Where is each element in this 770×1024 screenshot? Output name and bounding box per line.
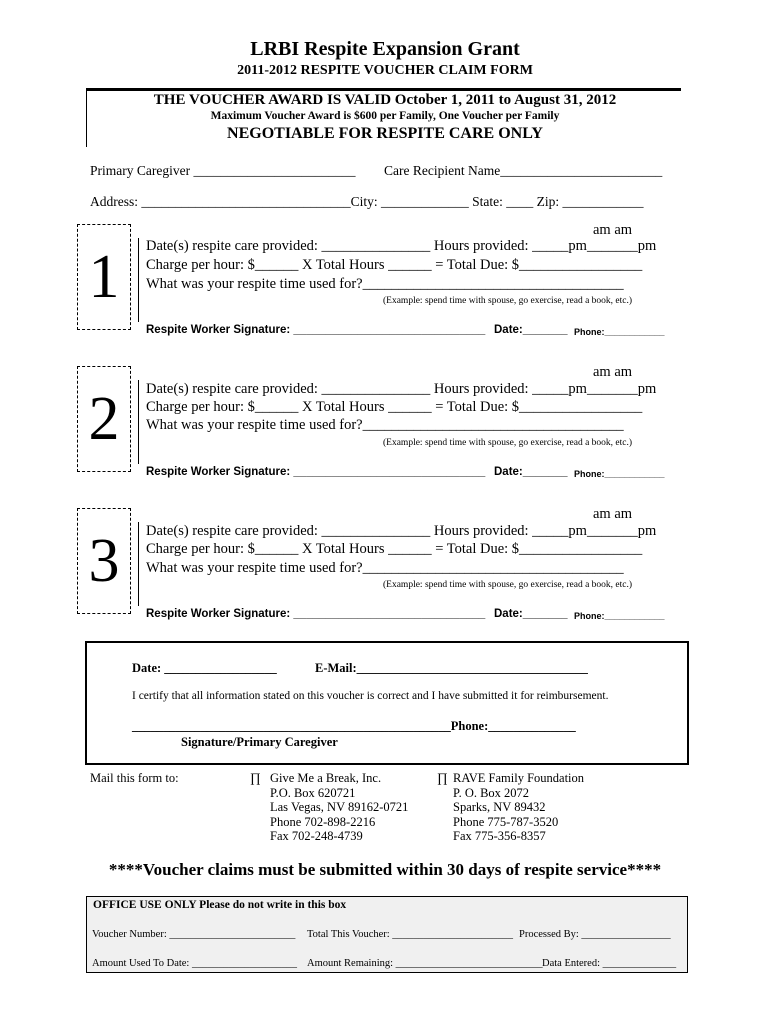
cert-signature-field[interactable]: ___________________________________________________Phone:______________ — [132, 719, 576, 733]
example-hint: (Example: spend time with spouse, go exercise, read a book, etc.) — [383, 580, 633, 590]
mail-line: RAVE Family Foundation — [453, 771, 585, 785]
respite-use-field[interactable]: What was your respite time used for?____________________________________ — [146, 560, 624, 576]
cert-date-field[interactable]: Date: __________________ — [132, 661, 277, 675]
submission-deadline-notice: ****Voucher claims must be submitted within 30 days of respite service**** — [108, 860, 662, 879]
worker-signature-field[interactable]: Respite Worker Signature: ______________________________ — [146, 608, 486, 620]
mail-line: Fax 775-356-8357 — [453, 829, 546, 843]
am-label-row: am am — [593, 506, 633, 522]
example-hint: (Example: spend time with spouse, go exercise, read a book, etc.) — [383, 438, 633, 448]
form-title: LRBI Respite Expansion Grant — [250, 38, 520, 60]
mail-option-rave-family — [453, 771, 584, 844]
charge-per-hour-field[interactable]: Charge per hour: $______ X Total Hours ______ = Total Due: $_________________ — [146, 257, 643, 273]
mail-line: Las Vegas, NV 89162-0721 — [270, 800, 409, 814]
entry-number-3: 3 — [77, 508, 131, 614]
amount-used-field[interactable]: Amount Used To Date: ____________________ — [92, 958, 297, 969]
mail-line: Give Me a Break, Inc. — [270, 771, 382, 785]
care-recipient-field[interactable]: Care Recipient Name________________________ — [384, 163, 663, 178]
dates-provided-field[interactable]: Date(s) respite care provided: _______________ Hours provided: _____pm_______pm — [146, 381, 657, 397]
mail-line: P. O. Box 2072 — [453, 785, 530, 800]
mail-line: Phone 702-898-2216 — [270, 814, 376, 829]
cert-statement: I certify that all information stated on this voucher is correct and I have submitted it for reimbursement. — [132, 690, 609, 702]
worker-phone-field[interactable] — [574, 610, 665, 622]
phone-label: Phone:____________ — [574, 327, 665, 337]
mail-line: Phone 775-787-3520 — [453, 814, 559, 829]
charge-per-hour-field[interactable]: Charge per hour: $______ X Total Hours ______ = Total Due: $_________________ — [146, 541, 643, 557]
entry-number-1: 1 — [77, 224, 131, 330]
award-valid-dates: THE VOUCHER AWARD IS VALID October 1, 2011 to August 31, 2012 — [153, 92, 617, 108]
cert-email-field[interactable]: E-Mail:_____________________________________ — [315, 661, 588, 675]
am-label-row: am am — [593, 364, 633, 380]
mail-option-give-me-a-break — [270, 771, 408, 844]
voucher-number-field[interactable]: Voucher Number: ________________________ — [92, 929, 296, 940]
award-negotiable: NEGOTIABLE FOR RESPITE CARE ONLY — [227, 125, 543, 142]
data-entered-field[interactable]: Data Entered: ______________ — [542, 958, 677, 969]
processed-by-field[interactable]: Processed By: _________________ — [519, 929, 671, 940]
office-heading: OFFICE USE ONLY Please do not write in this box — [93, 899, 347, 911]
charge-per-hour-field[interactable]: Charge per hour: $______ X Total Hours ______ = Total Due: $_________________ — [146, 399, 643, 415]
award-maximum: Maximum Voucher Award is $600 per Family, One Voucher per Family — [210, 110, 560, 122]
cert-signature-label: Signature/Primary Caregiver — [181, 735, 338, 749]
dates-provided-field[interactable]: Date(s) respite care provided: _______________ Hours provided: _____pm_______pm — [146, 238, 657, 254]
entry-number-2: 2 — [77, 366, 131, 472]
respite-use-field[interactable]: What was your respite time used for?____________________________________ — [146, 276, 624, 292]
mail-line: P.O. Box 620721 — [270, 785, 356, 800]
certification-box — [85, 641, 689, 765]
am-label-row: am am — [593, 222, 633, 238]
address-field[interactable]: Address: _______________________________City: _____________ State: ____ Zip: ____________ — [90, 194, 644, 209]
form-subtitle: 2011-2012 RESPITE VOUCHER CLAIM FORM — [237, 63, 533, 78]
mail-line: Fax 702-248-4739 — [270, 829, 363, 843]
worker-signature-field[interactable]: Respite Worker Signature: ______________________________ — [146, 324, 486, 336]
worker-phone-field[interactable] — [574, 468, 665, 480]
worker-phone-field[interactable] — [574, 326, 665, 338]
entry-divider — [138, 238, 139, 322]
mail-label: Mail this form to: — [90, 771, 179, 785]
phone-label: Phone:____________ — [574, 469, 665, 479]
primary-caregiver-field[interactable]: Primary Caregiver ________________________ — [90, 163, 356, 178]
example-hint: (Example: spend time with spouse, go exercise, read a book, etc.) — [383, 296, 633, 306]
checkbox-rave-family[interactable]: ∏ — [437, 770, 448, 785]
worker-date-field[interactable]: Date:_______ — [494, 324, 568, 336]
checkbox-give-me-a-break[interactable]: ∏ — [250, 770, 261, 785]
amount-remaining-field[interactable]: Amount Remaining: ____________________________ — [307, 958, 543, 969]
worker-signature-field[interactable]: Respite Worker Signature: ______________________________ — [146, 466, 486, 478]
worker-date-field[interactable]: Date:_______ — [494, 608, 568, 620]
dates-provided-field[interactable]: Date(s) respite care provided: _______________ Hours provided: _____pm_______pm — [146, 523, 657, 539]
phone-label: Phone:____________ — [574, 611, 665, 621]
mail-line: Sparks, NV 89432 — [453, 800, 546, 814]
entry-divider — [138, 380, 139, 464]
worker-date-field[interactable]: Date:_______ — [494, 466, 568, 478]
entry-divider — [138, 522, 139, 606]
total-voucher-field[interactable]: Total This Voucher: _______________________ — [307, 929, 514, 940]
respite-use-field[interactable]: What was your respite time used for?____________________________________ — [146, 417, 624, 433]
